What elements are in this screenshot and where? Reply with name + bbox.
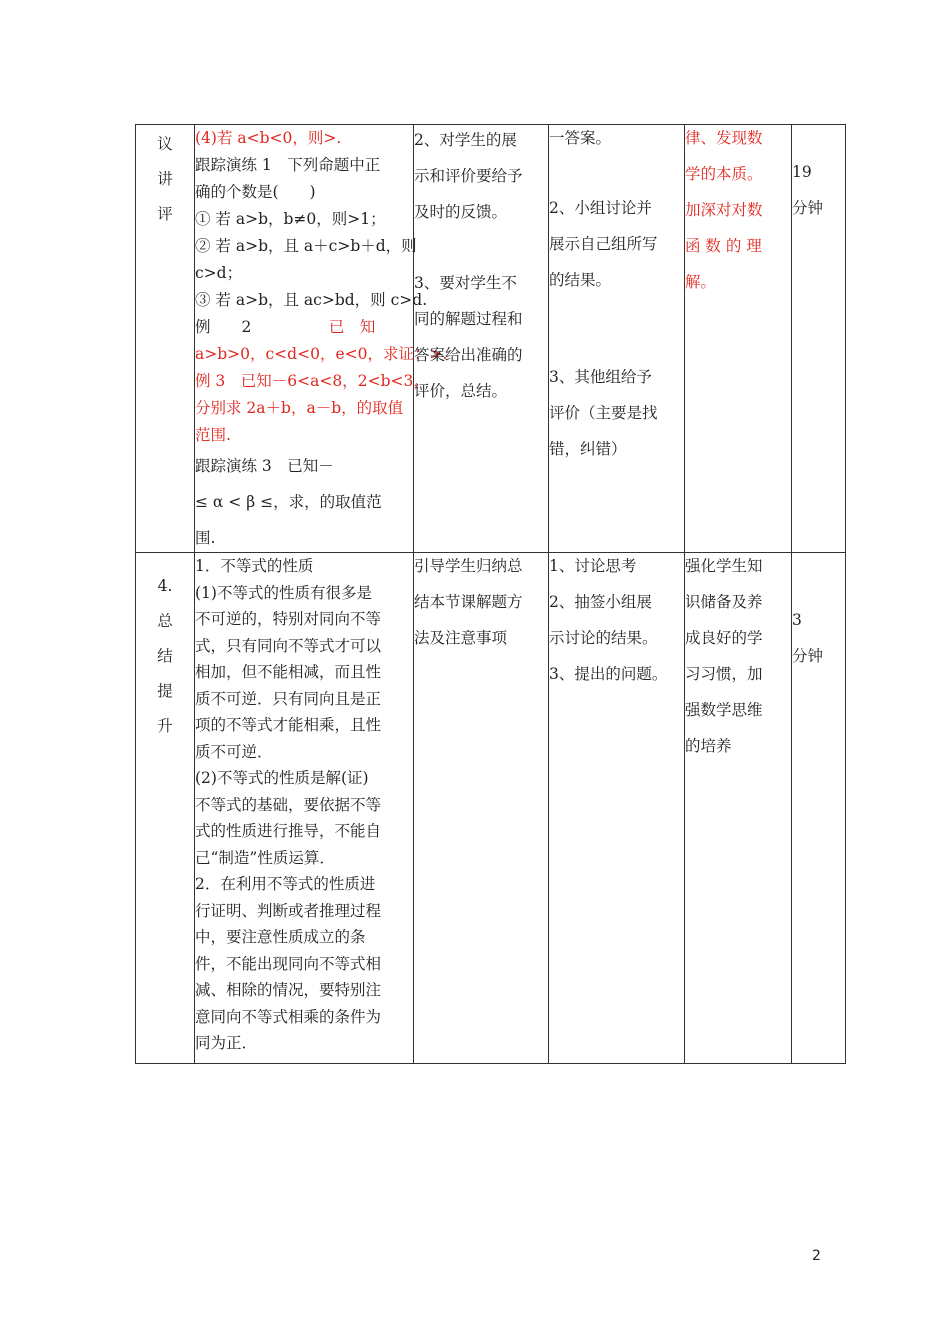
text-line: 展示自己组所写 — [549, 235, 658, 253]
text-line: 识储备及养 — [685, 593, 763, 611]
stage-char: 提 — [157, 682, 173, 700]
text-line: 2、抽签小组展 — [549, 593, 652, 611]
text-line: 评价，总结。 — [414, 382, 508, 400]
content-line-part: 已 知 — [328, 318, 376, 336]
text-line: 评价（主要是找 — [549, 404, 658, 422]
student-activity-cell-summary — [549, 553, 685, 1064]
stage-char: 议 — [157, 135, 173, 153]
time-value: 19 — [792, 163, 812, 181]
lesson-plan-table — [135, 124, 846, 1064]
content-line: 意同向不等式相乘的条件为 — [195, 1007, 382, 1026]
design-intent-cell-summary — [685, 553, 792, 1064]
content-line: 己“制造”性质运算． — [195, 848, 335, 867]
page-number: 2 — [812, 1248, 821, 1264]
stage-char: 结 — [157, 647, 173, 665]
content-line: (1)不等式的性质有很多是 — [195, 583, 372, 602]
content-line: a>b>0，c<d<0，e<0，求证：>. — [195, 345, 448, 363]
text-line: 强化学生知 — [685, 557, 763, 575]
text-line: 同的解题过程和 — [414, 310, 523, 328]
text-line: 加深对对数 — [685, 201, 763, 219]
text-line: 成良好的学 — [685, 629, 763, 647]
text-line: 2、小组讨论并 — [549, 199, 652, 217]
design-intent-cell-discussion — [685, 125, 792, 553]
stage-cell-summary — [136, 553, 195, 1064]
text-line: 习习惯，加 — [685, 665, 763, 683]
text-line: 一答案。 — [549, 129, 612, 147]
text-line: 3、其他组给予 — [549, 368, 652, 386]
content-line: ① 若 a>b，b≠0，则>1； — [195, 210, 386, 228]
text-line: 学的本质。 — [685, 165, 763, 183]
text-line: 函 数 的 理 — [685, 237, 762, 255]
text-line: 错，纠错） — [549, 440, 627, 458]
content-line: 减、相除的情况，要特别注 — [195, 981, 382, 999]
content-line: (2)不等式的性质是解(证) — [195, 769, 369, 787]
teacher-activity-cell-summary — [414, 553, 549, 1064]
text-line: 3、要对学生不 — [414, 274, 517, 292]
text-line: 2、对学生的展 — [414, 131, 517, 149]
content-line: 行证明、判断或者推理过程 — [195, 901, 382, 920]
time-cell-summary — [792, 553, 846, 1064]
text-line: 强数学思维 — [685, 701, 763, 719]
text-line: 1、讨论思考 — [549, 557, 637, 575]
content-line: 式的性质进行推导，不能自 — [195, 822, 382, 840]
stage-char: 总 — [157, 612, 173, 630]
content-line: 项的不等式才能相乘，且性 — [195, 716, 382, 734]
text-line: 示讨论的结果。 — [549, 629, 658, 647]
stage-char: 升 — [157, 717, 173, 735]
student-activity-cell-discussion — [549, 125, 685, 553]
content-cell-discussion — [195, 125, 448, 553]
text-line: 答案给出准确的 — [414, 346, 523, 364]
content-line: ≤ α < β ≤，求，的取值范 — [195, 493, 382, 511]
content-line: 件，不能出现同向不等式相 — [195, 954, 382, 973]
content-line: 式，只有同向不等式才可以 — [195, 636, 382, 655]
content-line: (4)若 a<b<0，则>. — [195, 129, 342, 147]
content-line: 同为正． — [195, 1034, 258, 1052]
content-line: ② 若 a>b，且 a＋c>b＋d，则 — [195, 237, 417, 255]
content-line: 范围. — [195, 426, 231, 444]
time-unit: 分钟 — [792, 199, 824, 217]
content-line: 质不可逆． — [195, 742, 273, 761]
content-line: 中，要注意性质成立的条 — [195, 928, 366, 946]
table-row-discussion — [136, 125, 846, 553]
text-line: 法及注意事项 — [414, 629, 508, 647]
content-line: ③ 若 a>b，且 ac>bd，则 c>d. — [195, 291, 428, 309]
content-line: c>d； — [195, 264, 243, 282]
content-line: 跟踪演练 1 下列命题中正 — [195, 156, 381, 174]
stage-cell-discussion — [136, 125, 195, 553]
content-line: 分别求 2a＋b，a－b，的取值 — [195, 399, 404, 417]
content-line: 跟踪演练 3 已知－ — [195, 457, 334, 475]
time-value: 3 — [792, 611, 802, 629]
content-line: 质不可逆．只有同向且是正 — [195, 689, 382, 708]
text-line: 3、提出的问题。 — [549, 665, 668, 683]
stage-char: 讲 — [157, 170, 173, 188]
content-line: 1．不等式的性质 — [195, 557, 314, 575]
content-line: 不可逆的，特别对同向不等 — [195, 610, 382, 628]
content-line: 不等式的基础，要依据不等 — [195, 795, 382, 814]
text-line: 示和评价要给予 — [414, 167, 523, 185]
time-cell-discussion — [792, 125, 846, 553]
text-line: 的培养 — [685, 737, 732, 755]
content-line — [195, 314, 413, 341]
stage-char: 4. — [157, 577, 173, 595]
content-line: 围. — [195, 529, 216, 547]
text-line: 及时的反馈。 — [414, 203, 508, 221]
content-cell-summary — [195, 553, 414, 1064]
content-line-part: 例 2 — [195, 318, 329, 336]
stage-char: 评 — [157, 205, 173, 223]
text-line: 结本节课解题方 — [414, 593, 523, 611]
text-line: 解。 — [685, 273, 717, 291]
time-unit: 分钟 — [792, 647, 824, 665]
table-row-summary — [136, 553, 846, 1064]
text-line: 的结果。 — [549, 271, 612, 289]
content-line: 例 3 已知－6<a<8，2<b<3， — [195, 372, 429, 390]
content-line: 2．在利用不等式的性质进 — [195, 875, 376, 893]
text-line: 律、发现数 — [685, 129, 763, 147]
text-line: 引导学生归纳总 — [414, 557, 523, 575]
content-line: 确的个数是( ) — [195, 183, 316, 201]
content-line: 相加，但不能相减，而且性 — [195, 663, 382, 681]
teacher-activity-cell-discussion — [414, 125, 549, 553]
